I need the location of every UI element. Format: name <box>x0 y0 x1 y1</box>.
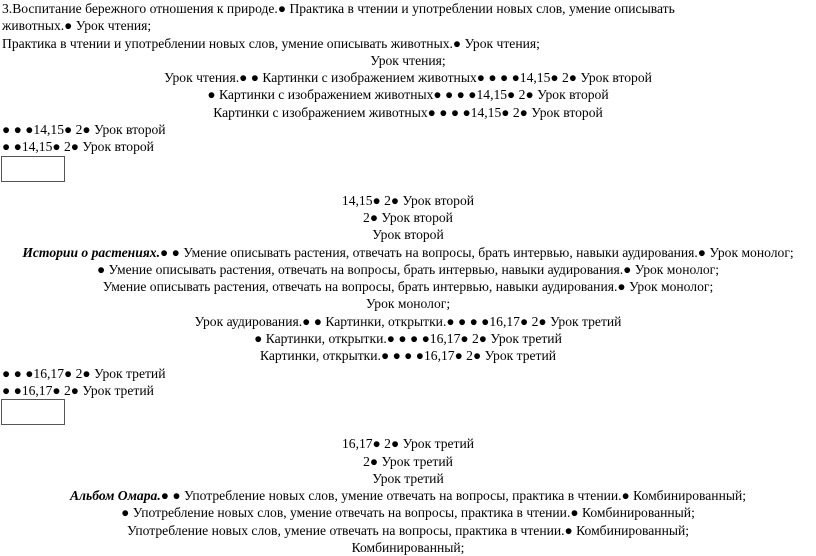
text-line: Картинки, открытки.● ● ● ●16,17● 2● Урок третий <box>259 348 557 364</box>
text-line <box>0 487 816 504</box>
text-line: Урок чтения.● ● Картинки с изображением животных● ● ● ●14,15● 2● Урок второй <box>164 70 652 86</box>
text-segment: ● ● Употребление новых слов, умение отвечать на вопросы, практика в чтении.● Комбинированный; <box>160 488 747 504</box>
text-line: ● Умение описывать растения, отвечать на вопросы, брать интервью, навыки аудирования.● Урок монолог; <box>96 261 720 277</box>
text-line <box>0 244 816 261</box>
text-line: Урок второй <box>372 227 444 243</box>
text-line: 2● Урок третий <box>363 453 453 469</box>
text-line: Урок монолог; <box>365 296 451 312</box>
text-line: 2● Урок второй <box>363 209 453 225</box>
text-line: Комбинированный; <box>351 540 465 556</box>
text-segment: ● ● Умение описывать растения, отвечать на вопросы, брать интервью, навыки аудирования.● Урок монолог; <box>159 244 794 260</box>
text-line: ● ● ●16,17● 2● Урок третий <box>2 365 166 381</box>
section-title: Истории о растениях. <box>22 244 160 260</box>
text-line: Умение описывать растения, отвечать на вопросы, брать интервью, навыки аудирования.● Урок монолог; <box>102 279 714 295</box>
text-line: ● ●14,15● 2● Урок второй <box>2 139 154 155</box>
text-line: ● ●16,17● 2● Урок третий <box>2 382 154 398</box>
text-line: Урок чтения; <box>370 52 446 68</box>
text-line: Урок аудирования.● ● Картинки, открытки.● ● ● ●16,17● 2● Урок третий <box>194 313 622 329</box>
text-line: ● Картинки, открытки.● ● ● ●16,17● 2● Урок третий <box>254 331 562 347</box>
empty-box <box>1 156 65 182</box>
text-line: Практика в чтении и употреблении новых слов, умение описывать животных.● Урок чтения; <box>2 35 540 51</box>
text-line: животных.● Урок чтения; <box>2 18 152 34</box>
text-line: 14,15● 2● Урок второй <box>341 192 475 208</box>
text-line: ● ● ●14,15● 2● Урок второй <box>2 122 166 138</box>
text-line: ● Картинки с изображением животных● ● ● ●14,15● 2● Урок второй <box>207 87 609 103</box>
text-line: 3.Воспитание бережного отношения к природе.● Практика в чтении и употреблении новых слов, умение описывать <box>2 1 675 16</box>
text-line: ● Употребление новых слов, умение отвечать на вопросы, практика в чтении.● Комбинированный; <box>121 505 695 521</box>
text-line: Картинки с изображением животных● ● ● ●14,15● 2● Урок второй <box>213 104 603 120</box>
empty-box <box>1 399 65 425</box>
text-line: Урок третий <box>372 470 444 486</box>
section-title: Альбом Омара. <box>69 488 161 504</box>
text-line: 16,17● 2● Урок третий <box>341 436 475 452</box>
text-line: Употребление новых слов, умение отвечать на вопросы, практика в чтении.● Комбинированный; <box>126 522 690 538</box>
